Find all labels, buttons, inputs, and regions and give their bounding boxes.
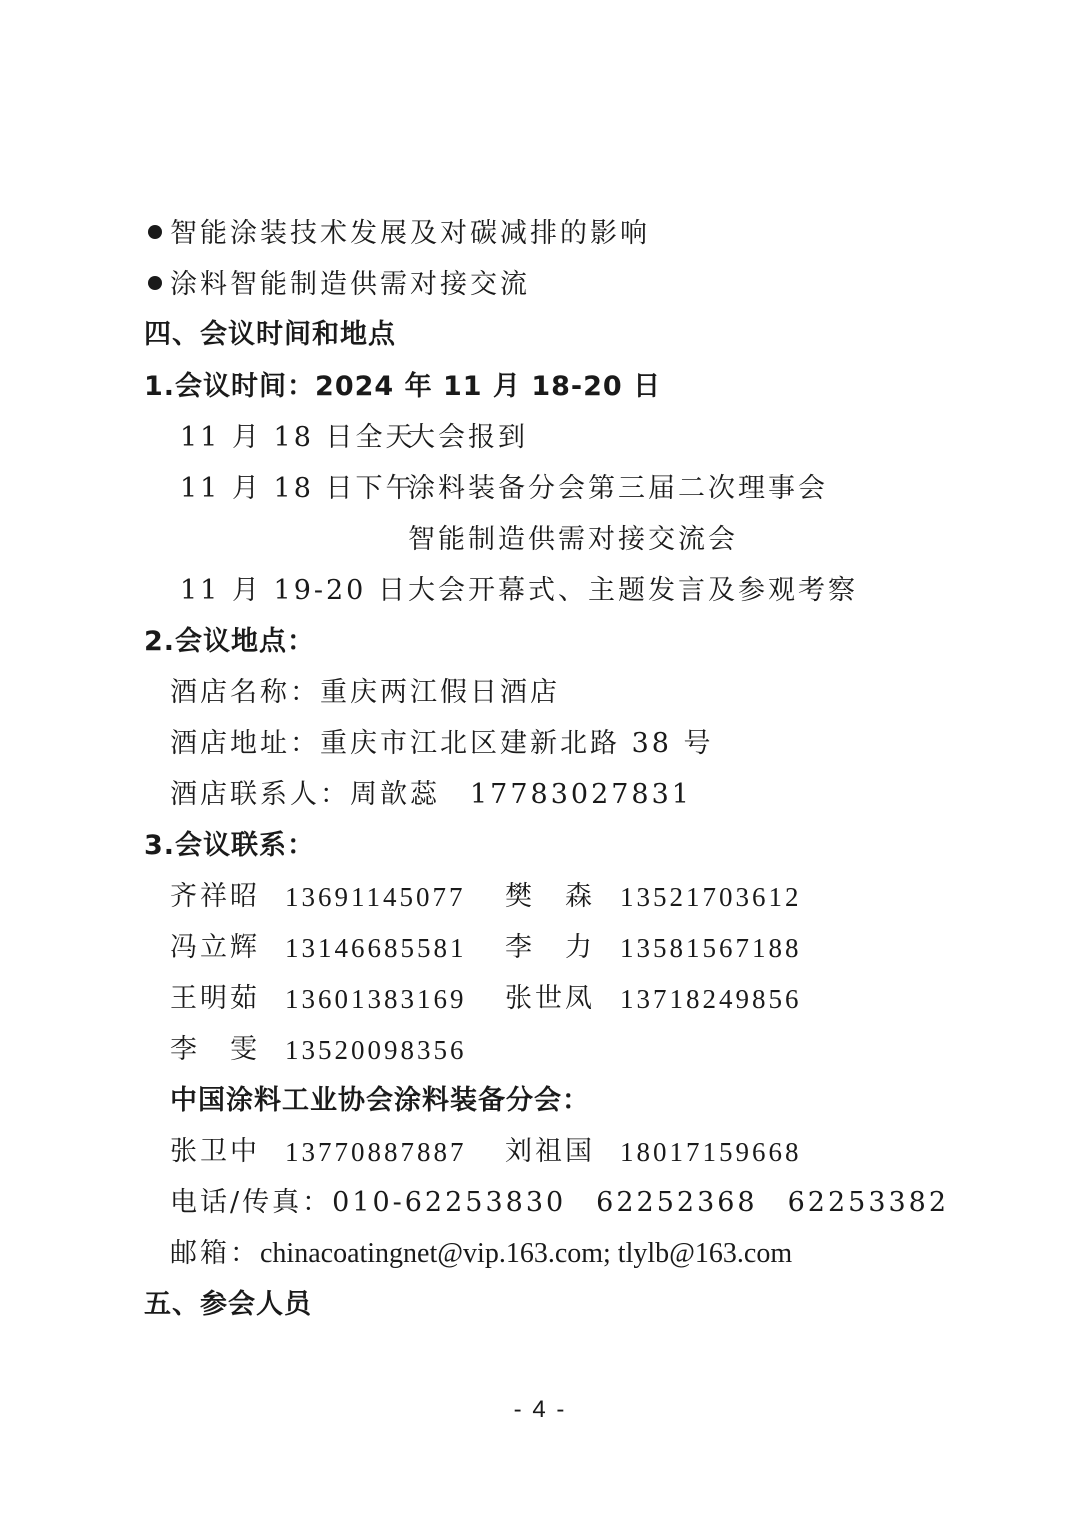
email-row xyxy=(170,1237,792,1271)
contact-phone: 13581567188 xyxy=(620,933,802,963)
venue-label: 2.会议地点： xyxy=(144,626,316,657)
bullet-text: 涂料智能制造供需对接交流 xyxy=(170,269,530,300)
page-number: - 4 - xyxy=(513,1396,567,1423)
bullet-text: 智能涂装技术发展及对碳减排的影响 xyxy=(170,218,650,249)
contact-phone: 13691145077 xyxy=(285,882,466,912)
bullet-icon xyxy=(148,276,162,290)
bullet-item xyxy=(148,217,650,251)
hotel-address: 酒店地址：重庆市江北区建新北路 38 号 xyxy=(170,728,714,759)
schedule-when: 11 月 18 日全天 xyxy=(180,422,416,453)
contact-name: 王明茹 xyxy=(170,983,260,1014)
contact-name: 张世凤 xyxy=(505,983,595,1014)
schedule-what: 大会开幕式、主题发言及参观考察 xyxy=(408,575,858,606)
contact-phone: 13521703612 xyxy=(620,882,802,912)
contact-phone: 13718249856 xyxy=(620,984,802,1014)
hotel-name: 酒店名称：重庆两江假日酒店 xyxy=(170,677,560,708)
schedule-what: 智能制造供需对接交流会 xyxy=(408,524,738,555)
hotel-contact: 酒店联系人：周歆蕊 17783027831 xyxy=(170,779,692,810)
schedule-when: 11 月 19-20 日 xyxy=(180,575,408,606)
contact-phone: 13601383169 xyxy=(285,984,467,1014)
bullet-icon xyxy=(148,225,162,239)
contacts-label: 3.会议联系： xyxy=(144,830,316,861)
phone-fax: 电话/传真：010-62253830 62252368 62253382 xyxy=(170,1187,950,1218)
contact-name: 齐祥昭 xyxy=(170,881,260,912)
section-heading-4: 四、会议时间和地点 xyxy=(144,319,396,350)
contact-phone: 18017159668 xyxy=(620,1137,802,1167)
schedule-when: 11 月 18 日下午 xyxy=(180,473,416,504)
contact-name: 刘祖国 xyxy=(505,1136,595,1167)
schedule-what: 涂料装备分会第三届二次理事会 xyxy=(408,473,828,504)
contact-name: 张卫中 xyxy=(170,1136,260,1167)
email-label: 邮箱： xyxy=(170,1238,260,1269)
contact-phone: 13146685581 xyxy=(285,933,467,963)
contact-phone: 13520098356 xyxy=(285,1035,467,1065)
email-value[interactable]: chinacoatingnet@vip.163.com; tlylb@163.com xyxy=(260,1238,793,1269)
contact-name: 李 力 xyxy=(505,932,595,963)
bullet-item xyxy=(148,268,530,302)
schedule-what: 大会报到 xyxy=(408,422,528,453)
contact-name: 李 雯 xyxy=(170,1034,260,1065)
contact-name: 樊 森 xyxy=(505,881,595,912)
meeting-time-label: 1.会议时间：2024 年 11 月 18-20 日 xyxy=(144,371,662,402)
contact-phone: 13770887887 xyxy=(285,1137,467,1167)
org-label: 中国涂料工业协会涂料装备分会： xyxy=(170,1085,590,1116)
section-heading-5: 五、参会人员 xyxy=(144,1289,312,1320)
contact-name: 冯立辉 xyxy=(170,932,260,963)
